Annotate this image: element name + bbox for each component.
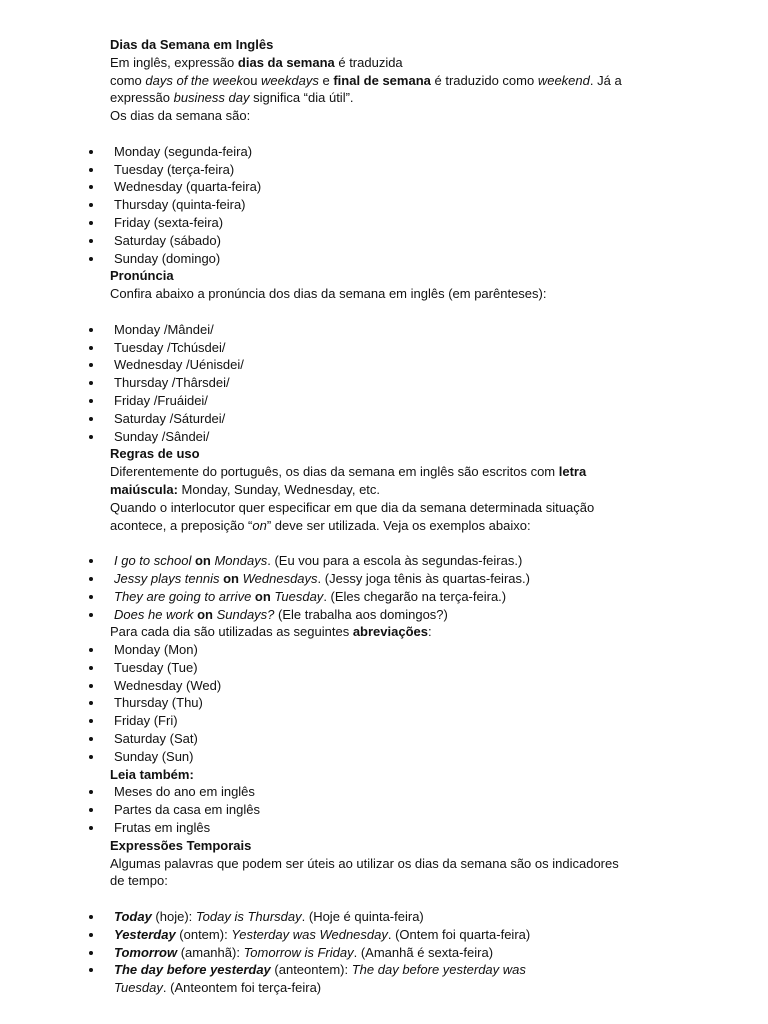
list-item: Thursday /Thârsdei/ xyxy=(110,374,670,392)
days-list xyxy=(110,143,670,268)
list-item: Wednesday /Uénisdei/ xyxy=(110,356,670,374)
bullet-icon xyxy=(89,755,93,759)
bullet-icon xyxy=(89,666,93,670)
intro-text: e xyxy=(318,72,334,88)
temporal-list xyxy=(110,908,670,997)
section-heading-pronuncia: Pronúncia xyxy=(110,268,174,284)
list-item: Sunday (Sun) xyxy=(110,748,670,766)
bullet-icon xyxy=(89,185,93,189)
list-item: Friday (Fri) xyxy=(110,712,670,730)
list-item: They are going to arrive on Tuesday. (Eles chegarão na terça-feira.) xyxy=(110,588,670,606)
list-item: Today (hoje): Today is Thursday. (Hoje é quinta-feira) xyxy=(110,908,670,926)
list-item: Sunday (domingo) xyxy=(110,250,670,268)
list-item: I go to school on Mondays. (Eu vou para a escola às segundas-feiras.) xyxy=(110,552,670,570)
bullet-icon xyxy=(89,221,93,225)
bullet-icon xyxy=(89,328,93,332)
bullet-icon xyxy=(89,968,93,972)
intro-bold: final de semana xyxy=(333,72,431,88)
list-item: Tomorrow (amanhã): Tomorrow is Friday. (Amanhã é sexta-feira) xyxy=(110,944,670,962)
list-item: Wednesday (quarta-feira) xyxy=(110,178,670,196)
list-item: Yesterday (ontem): Yesterday was Wednesday. (Ontem foi quarta-feira) xyxy=(110,926,670,944)
bullet-icon xyxy=(89,790,93,794)
bullet-icon xyxy=(89,257,93,261)
section-heading-leia: Leia também: xyxy=(110,766,194,782)
intro-text: ou xyxy=(242,72,262,88)
spacer xyxy=(110,303,670,321)
doc-title: Dias da Semana em Inglês xyxy=(110,37,274,52)
list-item: Partes da casa em inglês xyxy=(110,801,670,819)
list-item: Monday (Mon) xyxy=(110,641,670,659)
bullet-icon xyxy=(89,559,93,563)
section-heading-regras: Regras de uso xyxy=(110,446,200,462)
pronuncia-text: Confira abaixo a pronúncia dos dias da semana em inglês (em parênteses): xyxy=(110,286,547,302)
spacer xyxy=(110,125,670,143)
rules-line-4: acontece, a preposição “on” deve ser utilizada. Veja os exemplos abaixo: xyxy=(110,517,531,533)
intro-italic: weekdays xyxy=(261,72,319,88)
list-item: Does he work on Sundays? (Ele trabalha aos domingos?) xyxy=(110,606,670,624)
list-item: Saturday /Sáturdei/ xyxy=(110,410,670,428)
bullet-icon xyxy=(89,203,93,207)
list-item: Meses do ano em inglês xyxy=(110,783,670,801)
intro-text: . Já a xyxy=(589,72,622,88)
list-item: Wednesday (Wed) xyxy=(110,677,670,695)
bullet-icon xyxy=(89,363,93,367)
bullet-icon xyxy=(89,951,93,955)
bullet-icon xyxy=(89,613,93,617)
bullet-icon xyxy=(89,684,93,688)
list-item: Monday /Mândei/ xyxy=(110,321,670,339)
section-heading-expressoes: Expressões Temporais xyxy=(110,837,252,853)
list-item: Thursday (Thu) xyxy=(110,694,670,712)
list-item: Tuesday /Tchúsdei/ xyxy=(110,339,670,357)
list-item: Saturday (sábado) xyxy=(110,232,670,250)
bullet-icon xyxy=(89,150,93,154)
list-item: The day before yesterday (anteontem): The day before yesterday was Tuesday. (Anteontem foi terça-feira) xyxy=(110,961,670,997)
bullet-icon xyxy=(89,435,93,439)
intro-line-3 xyxy=(110,89,670,107)
bullet-icon xyxy=(89,577,93,581)
intro-text: Em inglês, expressão xyxy=(110,54,238,70)
list-item: Thursday (quinta-feira) xyxy=(110,196,670,214)
intro-text: é traduzido como xyxy=(430,72,538,88)
bullet-icon xyxy=(89,239,93,243)
temporal-text-2: de tempo: xyxy=(110,873,168,889)
intro-italic: weekend xyxy=(537,72,590,88)
intro-text: expressão xyxy=(110,90,174,106)
bullet-icon xyxy=(89,826,93,830)
bullet-icon xyxy=(89,399,93,403)
examples-list xyxy=(110,552,670,623)
bullet-icon xyxy=(89,648,93,652)
bullet-icon xyxy=(89,737,93,741)
list-item: Friday (sexta-feira) xyxy=(110,214,670,232)
abbreviations-list xyxy=(110,641,670,766)
bullet-icon xyxy=(89,346,93,350)
list-item: Sunday /Sândei/ xyxy=(110,428,670,446)
list-item: Frutas em inglês xyxy=(110,819,670,837)
bullet-icon xyxy=(89,808,93,812)
intro-text: significa “dia útil”. xyxy=(249,90,354,106)
bullet-icon xyxy=(89,417,93,421)
rules-line-3: Quando o interlocutor quer especificar em que dia da semana determinada situação xyxy=(110,499,595,515)
bullet-icon xyxy=(89,915,93,919)
list-item: Tuesday (Tue) xyxy=(110,659,670,677)
list-item: Jessy plays tennis on Wednesdays. (Jessy joga tênis às quartas-feiras.) xyxy=(110,570,670,588)
temporal-text-1: Algumas palavras que podem ser úteis ao utilizar os dias da semana são os indicadores xyxy=(110,855,619,871)
intro-line-4: Os dias da semana são: xyxy=(110,108,251,124)
list-item: Friday /Fruáidei/ xyxy=(110,392,670,410)
intro-italic: days of the week xyxy=(145,72,243,88)
bullet-icon xyxy=(89,381,93,385)
intro-text: como xyxy=(110,72,146,88)
intro-text: é traduzida xyxy=(334,54,403,70)
list-item: Saturday (Sat) xyxy=(110,730,670,748)
spacer xyxy=(110,890,670,908)
bullet-icon xyxy=(89,701,93,705)
document-body xyxy=(110,36,670,997)
intro-italic: business day xyxy=(173,90,250,106)
bullet-icon xyxy=(89,168,93,172)
intro-bold: dias da semana xyxy=(237,54,335,70)
list-item: Monday (segunda-feira) xyxy=(110,143,670,161)
abbr-intro: Para cada dia são utilizadas as seguintes abreviações: xyxy=(110,624,432,640)
intro-line-2 xyxy=(110,72,670,90)
bullet-icon xyxy=(89,719,93,723)
rules-line-2: maiúscula: Monday, Sunday, Wednesday, etc. xyxy=(110,481,381,497)
spacer xyxy=(110,534,670,552)
rules-line-1: Diferentemente do português, os dias da semana em inglês são escritos com letra xyxy=(110,464,587,480)
bullet-icon xyxy=(89,595,93,599)
pronunciation-list xyxy=(110,321,670,446)
intro-line-1 xyxy=(110,54,670,72)
list-item: Tuesday (terça-feira) xyxy=(110,161,670,179)
bullet-icon xyxy=(89,933,93,937)
see-also-list xyxy=(110,783,670,836)
